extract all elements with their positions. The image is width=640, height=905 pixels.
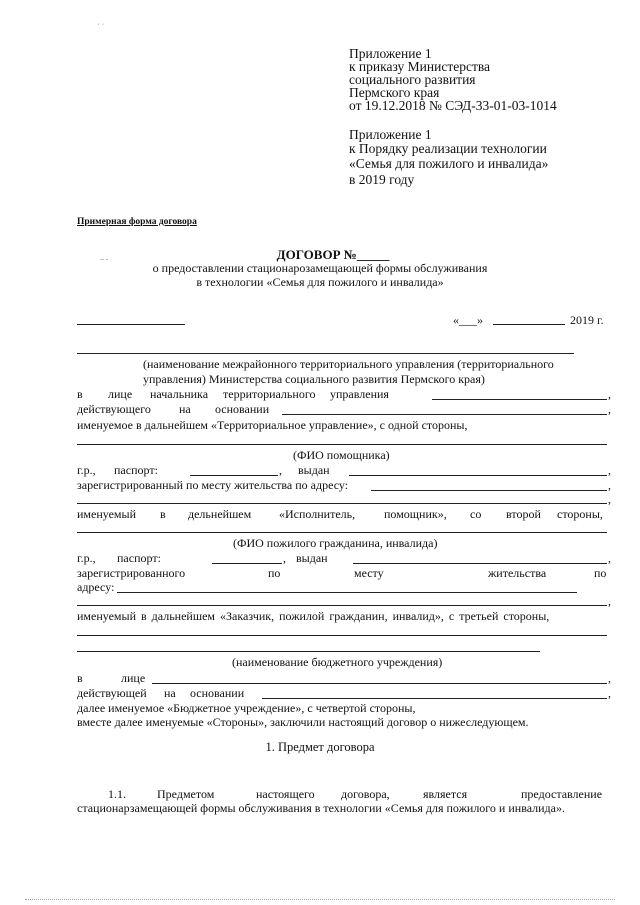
text-word: жительства	[488, 566, 547, 580]
text-word: основании	[215, 402, 270, 416]
clause-text: стационарзамещающей формы обслуживания в технологии «Семья для пожилого и инвалида».	[77, 801, 565, 815]
institution-blank	[77, 635, 607, 636]
basis-blank	[262, 698, 607, 699]
contract-title: ДОГОВОР №_____	[276, 247, 390, 262]
text-word: «Исполнитель,	[279, 507, 356, 521]
text-word: помощник»,	[384, 507, 447, 521]
form-label: Примерная форма договора	[77, 217, 197, 227]
caption: (ФИО пожилого гражданина, инвалида)	[233, 536, 438, 550]
text-word: выдан	[296, 551, 328, 565]
text-word: г.р.,	[77, 551, 96, 565]
party1-designation: именуемое в дальнейшем «Территориальное управление», с одной стороны,	[77, 418, 468, 432]
text-word: паспорт:	[117, 551, 161, 565]
party3-designation: именуемый в дальнейшем «Заказчик, пожилой гражданин, инвалид», с третьей стороны,	[77, 609, 550, 623]
text-word: зарегистрированный по месту жительства по адресу:	[77, 478, 349, 492]
elderly-name-blank	[77, 532, 607, 533]
text-word: 1.1.	[108, 787, 126, 801]
appendix-line: Приложение 1	[349, 46, 432, 61]
punct: ,	[279, 463, 282, 477]
representative-blank	[152, 683, 607, 684]
date-month-blank	[493, 324, 565, 325]
punct: ,	[608, 551, 611, 565]
text-word: предоставление	[521, 787, 603, 801]
text-word: является	[423, 787, 468, 801]
punct: ,	[608, 594, 611, 608]
appendix-line: Пермского края	[349, 85, 440, 100]
section-heading: 1. Предмет договора	[265, 740, 375, 754]
text-word: паспорт:	[114, 463, 158, 477]
appendix-line: от 19.12.2018 № СЭД-33-01-03-1014	[349, 98, 557, 113]
assistant-name-blank	[77, 444, 607, 445]
territorial-office-blank	[77, 353, 574, 354]
text-word: Предметом	[157, 787, 215, 801]
address-blank	[371, 490, 607, 491]
caption: (наименование бюджетного учреждения)	[232, 655, 443, 669]
punct: ,	[608, 463, 611, 477]
text-word: управления	[330, 387, 389, 401]
appendix-line: «Семья для пожилого и инвалида»	[349, 156, 549, 171]
text-word: договора,	[341, 787, 390, 801]
text-word: территориального	[223, 387, 316, 401]
caption: управления) Министерства социального развития Пермского края)	[143, 372, 485, 386]
appendix-line: к приказу Министерства	[349, 59, 491, 74]
text-word: по	[594, 566, 607, 580]
caption: (ФИО помощника)	[293, 448, 390, 462]
appendix-line: в 2019 году	[349, 172, 415, 187]
text-word: по	[268, 566, 281, 580]
punct: ,	[608, 387, 611, 401]
text-word: действующей	[77, 686, 147, 700]
text-word: основании	[190, 686, 245, 700]
text-word: зарегистрированного	[77, 566, 186, 580]
basis-blank	[282, 414, 607, 415]
party4-designation: далее именуемое «Бюджетное учреждение», с четвертой стороны,	[77, 701, 416, 715]
text-word: действующего	[77, 402, 151, 416]
punct: ,	[608, 671, 611, 685]
address-blank	[117, 592, 577, 593]
issued-by-blank	[349, 475, 607, 476]
appendix-line: Приложение 1	[349, 127, 432, 142]
appendix-line: к Порядку реализации технологии	[349, 141, 547, 156]
text-word: именуемый	[77, 507, 137, 521]
text-word: на	[164, 686, 176, 700]
text-word: адресу:	[77, 580, 115, 594]
scan-mark: ˙ ˙	[97, 22, 105, 31]
punct: ,	[608, 402, 611, 416]
scan-mark: .. .	[100, 253, 108, 262]
text-word: в	[77, 387, 83, 401]
punct: ,	[608, 492, 611, 506]
punct: ,	[608, 478, 611, 492]
institution-blank	[77, 651, 540, 652]
date-year: 2019 г.	[570, 313, 604, 327]
text-word: со	[470, 507, 482, 521]
head-name-blank	[432, 399, 607, 400]
contract-subtitle-line: о предоставлении стационарозамещающей формы обслуживания	[152, 261, 488, 275]
text-word: лице	[108, 387, 133, 401]
text-word: настоящего	[256, 787, 315, 801]
passport-blank	[212, 563, 282, 564]
text-word: лице	[121, 671, 146, 685]
appendix-line: социального развития	[349, 72, 476, 87]
place-blank	[77, 324, 185, 325]
text-word: г.р.,	[77, 463, 96, 477]
text-word: дельнейшем	[188, 507, 252, 521]
passport-blank	[190, 475, 278, 476]
text-word: второй	[506, 507, 541, 521]
punct: ,	[283, 551, 286, 565]
issued-by-blank	[353, 563, 607, 564]
text-word: выдан	[298, 463, 330, 477]
date-day-field: «___»	[453, 313, 483, 327]
parties-conclusion: вместе далее именуемые «Стороны», заключили настоящий договор о нижеследующем.	[77, 715, 529, 729]
text-word: на	[179, 402, 191, 416]
address-blank	[77, 503, 607, 504]
scan-edge	[25, 899, 615, 900]
text-word: начальника	[150, 387, 209, 401]
text-word: месту	[354, 566, 384, 580]
text-word: стороны,	[557, 507, 603, 521]
punct: ,	[608, 686, 611, 700]
caption: (наименование межрайонного территориального управления (территориального	[143, 357, 554, 371]
text-word: в	[77, 671, 83, 685]
address-blank	[77, 605, 607, 606]
text-word: в	[160, 507, 166, 521]
contract-subtitle-line: в технологии «Семья для пожилого и инвалида»	[196, 275, 444, 289]
